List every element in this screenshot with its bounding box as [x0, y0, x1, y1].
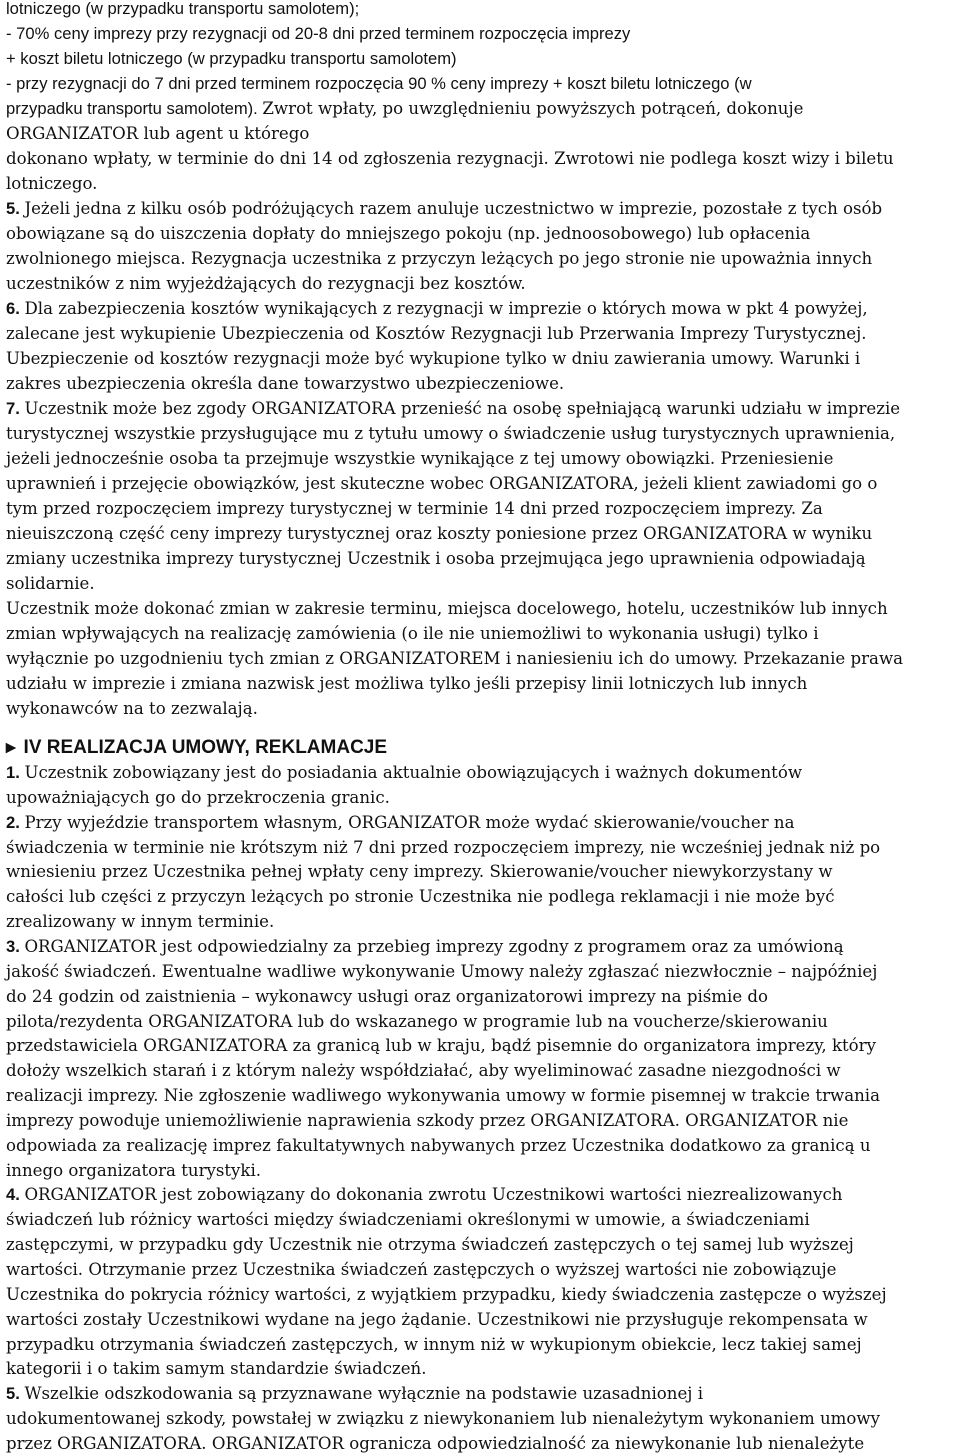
text-segment: wniesieniu przez Uczestnika pełnej wpłaty ceny imprezy. Skierowanie/voucher niewykorzystany w	[6, 862, 833, 882]
text-segment: Uczestnika do pokrycia różnicy wartości, z wyjątkiem przypadku, kiedy świadczenia zastępcze o wyższej	[6, 1284, 887, 1304]
text-segment: Dla zabezpieczenia kosztów wynikających z rezygnacji w imprezie o których mowa w pkt 4 powyżej,	[24, 299, 868, 318]
text-segment: ORGANIZATOR jest odpowiedzialny za przebieg imprezy zgodny z programem oraz za umówioną	[24, 936, 844, 956]
text-line	[6, 1183, 842, 1207]
text-segment: uprawnień i przejęcie obowiązków, jest skuteczne wobec ORGANIZATORA, jeżeli klient zawiadomi go o	[6, 474, 878, 493]
text-line	[6, 447, 833, 471]
text-line	[6, 522, 872, 546]
text-segment: Wszelkie odszkodowania są przyznawane wyłącznie na podstawie uzasadnionej i	[24, 1384, 704, 1404]
text-line	[6, 297, 868, 321]
text-segment: Przy wyjeździe transportem własnym, ORGANIZATOR może wydać skierowanie/voucher na	[24, 812, 795, 832]
text-segment: jeżeli jednocześnie osoba ta przejmuje wszystkie wynikające z tej umowy obowiązki. Przeniesienie	[6, 449, 834, 468]
text-line	[6, 347, 860, 371]
section-heading	[6, 735, 387, 761]
text-segment: dołoży wszelkich starań i z którym należy współdziałać, aby wyeliminować zasadne niezgodności w	[6, 1061, 841, 1081]
text-line	[6, 197, 882, 221]
text-segment: wykonawców na to zezwalają.	[6, 699, 258, 718]
text-line	[6, 1159, 261, 1183]
text-line	[6, 1010, 828, 1034]
text-segment: Uczestnik może dokonać zmian w zakresie terminu, miejsca docelowego, hotelu, uczestników lub innych	[6, 599, 888, 618]
section-heading-text: IV REALIZACJA UMOWY, REKLAMACJE	[23, 737, 388, 758]
text-line	[6, 1059, 841, 1083]
text-segment: zrealizowany w innym terminie.	[6, 912, 275, 932]
text-segment: przypadku otrzymania świadczeń zastępczych, w innym niż w wykupionym obiekcie, lecz takiej samej	[6, 1334, 862, 1354]
text-line	[6, 1134, 871, 1158]
text-line	[6, 622, 819, 646]
text-segment: pilota/rezydenta ORGANIZATORA lub do wskazanego w programie lub na voucherze/skierowaniu	[6, 1011, 828, 1031]
text-segment: uczestników z nim wyjeżdżających do rezygnacji bez kosztów.	[6, 274, 526, 293]
text-segment: zmiany uczestnika imprezy turystycznej Uczestnik i osoba przejmująca jego uprawnienia odpowiadają	[6, 549, 866, 568]
text-line	[6, 811, 795, 835]
text-segment: Uczestnik zobowiązany jest do posiadania aktualnie obowiązujących i ważnych dokumentów	[24, 763, 803, 782]
text-line	[6, 247, 872, 271]
text-segment: do 24 godzin od zaistnienia – wykonawcy usługi oraz organizatorowi imprezy na piśmie do	[6, 986, 769, 1006]
text-segment: wartości. Otrzymanie przez Uczestnika świadczeń zastępczych o wyższej wartości nie zobowiązuje	[6, 1260, 837, 1279]
text-line	[6, 935, 844, 959]
text-segment: wartości zostały Uczestnikowi wydane na jego żądanie. Uczestnikowi nie przysługuje rekompensata w	[6, 1309, 868, 1329]
text-line	[6, 47, 457, 71]
text-line	[6, 860, 833, 884]
text-segment: Jeżeli jedna z kilku osób podróżujących razem anuluje uczestnictwo w imprezie, pozostałe z tych osób	[24, 199, 883, 218]
text-line	[6, 1407, 880, 1431]
text-segment: zwolnionego miejsca. Rezygnacja uczestnika z przyczyn leżących po jego stronie nie upoważnia innych	[6, 249, 873, 268]
item-number: 2.	[6, 812, 25, 832]
text-segment: nieuiszczoną część ceny imprezy turystycznej oraz koszty poniesione przez ORGANIZATORA w wyniku	[6, 524, 873, 543]
text-segment: przypadku transportu samolotem).	[6, 99, 263, 118]
text-segment: obowiązane są do uiszczenia dopłaty do mniejszego pokoju (np. jednoosobowego) lub opłacenia	[6, 224, 811, 243]
text-segment: innego organizatora turystyki.	[6, 1160, 262, 1180]
text-segment: udokumentowanej szkody, powstałej w związku z niewykonaniem lub nienależytym wykonaniem umowy	[6, 1409, 880, 1429]
text-line	[6, 1308, 868, 1332]
item-number: 4.	[6, 1185, 25, 1205]
text-line	[6, 761, 802, 785]
text-segment: kategorii i o takim samym standardzie świadczeń.	[6, 1359, 427, 1379]
text-line	[6, 985, 768, 1009]
text-line	[6, 172, 97, 196]
text-line	[6, 1357, 427, 1381]
text-segment: solidarnie.	[6, 574, 95, 593]
text-segment: imprezy powoduje uniemożliwienie naprawienia szkody przez ORGANIZATORA. ORGANIZATOR nie	[6, 1110, 849, 1130]
item-number: 1.	[6, 763, 25, 782]
text-segment: jakość świadczeń. Ewentualne wadliwe wykonywanie Umowy należy zgłaszać niezwłocznie – najpóźniej	[6, 961, 878, 981]
text-segment: - 70% ceny imprezy przy rezygnacji od 20-8 dni przed terminem rozpoczęcia imprezy	[6, 24, 631, 43]
text-line	[6, 910, 274, 934]
text-line	[6, 372, 564, 396]
text-segment: udziału w imprezie i zmiana nazwisk jest możliwa tylko jeśli przepisy linii lotniczych lub innych	[6, 674, 808, 693]
text-line	[6, 1034, 876, 1058]
text-segment: zakres ubezpieczenia określa dane towarzystwo ubezpieczeniowe.	[6, 374, 565, 393]
text-segment: lotniczego.	[6, 174, 98, 193]
text-segment: zastępczymi, w przypadku gdy Uczestnik nie otrzyma świadczeń zastępczych o tej samej lub wyższej	[6, 1235, 854, 1255]
text-segment: zalecane jest wykupienie Ubezpieczenia od Kosztów Rezygnacji lub Przerwania Imprezy Turystycznej.	[6, 324, 867, 343]
text-line	[6, 1084, 880, 1108]
text-line	[6, 322, 867, 346]
text-line	[6, 647, 903, 671]
text-line	[6, 1333, 862, 1357]
text-segment: świadczenia w terminie nie krótszym niż 7 dni przed rozpoczęciem imprezy, nie wcześniej jednak niż po	[6, 837, 881, 857]
text-line	[6, 697, 258, 721]
text-segment: - przy rezygnacji do 7 dni przed terminem rozpoczęcia 90 % ceny imprezy + koszt biletu lotniczego (w	[6, 74, 752, 93]
text-line	[6, 72, 752, 96]
item-number: 5.	[6, 199, 25, 218]
text-segment: tym przed rozpoczęciem imprezy turystycznej w terminie 14 dni przed rozpoczęciem imprezy. Za	[6, 499, 823, 518]
text-line	[6, 222, 810, 246]
text-line	[6, 1432, 864, 1456]
bullet-arrow-icon: ▸	[6, 737, 16, 758]
text-line	[6, 1258, 836, 1282]
text-segment: świadczeń lub różnicy wartości między świadczeniami określonymi w umowie, a świadczeniami	[6, 1210, 810, 1230]
text-segment: odpowiada za realizację imprez fakultatywnych nabywanych przez Uczestnika dodatkowo za granicą u	[6, 1135, 871, 1155]
text-line	[6, 1382, 703, 1406]
text-segment: lotniczego (w przypadku transportu samolotem);	[6, 0, 360, 18]
text-line	[6, 22, 630, 46]
text-segment: przedstawiciela ORGANIZATORA za granicą lub w kraju, bądź pisemnie do organizatora imprezy, który	[6, 1036, 876, 1056]
item-number: 3.	[6, 936, 25, 956]
text-line	[6, 147, 894, 171]
text-segment: całości lub części z przyczyn leżących po stronie Uczestnika nie podlega reklamacji i nie może być	[6, 887, 835, 907]
text-line	[6, 1233, 854, 1257]
text-segment: ORGANIZATOR jest zobowiązany do dokonania zwrotu Uczestnikowi wartości niezrealizowanych	[24, 1185, 843, 1205]
text-line	[6, 1283, 887, 1307]
text-segment: dokonano wpłaty, w terminie do dni 14 od zgłoszenia rezygnacji. Zwrotowi nie podlega koszt wizy i biletu	[6, 149, 894, 168]
text-segment: Zwrot wpłaty, po uwzględnieniu powyższych potrąceń, dokonuje	[262, 99, 804, 118]
text-line	[6, 547, 866, 571]
text-segment: ORGANIZATOR lub agent u którego	[6, 124, 310, 143]
text-segment: turystycznej wszystkie przysługujące mu z tytułu umowy o świadczenie usług turystycznych uprawnienia,	[6, 424, 896, 443]
text-line	[6, 672, 807, 696]
text-line	[6, 960, 877, 984]
text-line	[6, 0, 359, 21]
item-number: 6.	[6, 299, 25, 318]
text-segment: realizacji imprezy. Nie zgłoszenie wadliwego wykonywania umowy w formie pisemnej w trakcie trwania	[6, 1086, 880, 1106]
text-line	[6, 422, 895, 446]
text-line	[6, 836, 880, 860]
text-segment: przez ORGANIZATORA. ORGANIZATOR ogranicza odpowiedzialność za niewykonanie lub nienależyte	[6, 1433, 865, 1453]
text-segment: + koszt biletu lotniczego (w przypadku transportu samolotem)	[6, 49, 457, 68]
text-line	[6, 497, 823, 521]
text-line	[6, 597, 888, 621]
text-line	[6, 786, 390, 810]
text-line	[6, 572, 95, 596]
item-number: 5.	[6, 1384, 25, 1404]
text-line	[6, 122, 309, 146]
text-line	[6, 472, 877, 496]
text-line	[6, 885, 835, 909]
text-line	[6, 97, 803, 121]
text-segment: wyłącznie po uzgodnieniu tych zmian z ORGANIZATOREM i naniesieniu ich do umowy. Przekazanie prawa	[6, 649, 904, 668]
text-segment: upoważniających go do przekroczenia granic.	[6, 787, 390, 807]
text-segment: Ubezpieczenie od kosztów rezygnacji może być wykupione tylko w dniu zawierania umowy. Warunki i	[6, 349, 861, 368]
item-number: 7.	[6, 399, 25, 418]
text-segment: zmian wpływających na realizację zamówienia (o ile nie uniemożliwi to wykonania usługi) tylko i	[6, 624, 819, 643]
text-line	[6, 397, 900, 421]
text-segment: Uczestnik może bez zgody ORGANIZATORA przenieść na osobę spełniającą warunki udziału w imprezie	[24, 399, 901, 418]
text-line	[6, 1208, 810, 1232]
text-line	[6, 272, 526, 296]
text-line	[6, 1109, 848, 1133]
